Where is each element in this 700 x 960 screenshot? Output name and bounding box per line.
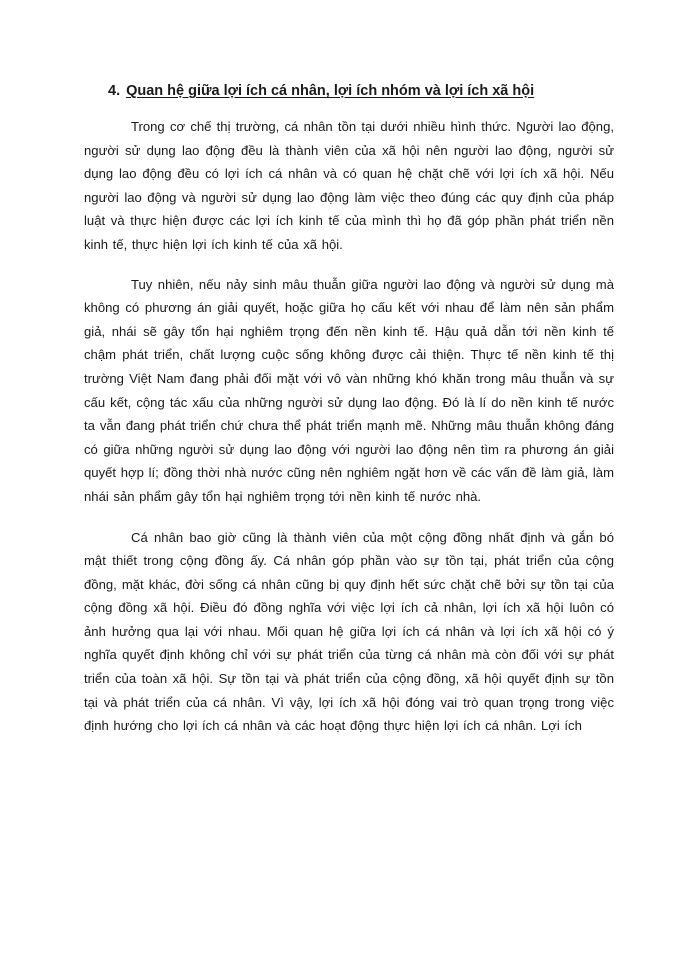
section-title: Quan hệ giữa lợi ích cá nhân, lợi ích nhóm và lợi ích xã hội bbox=[126, 83, 535, 99]
paragraph-3: Cá nhân bao giờ cũng là thành viên của một cộng đồng nhất định và gắn bó mật thiết trong cộng đồng ấy. Cá nhân góp phần vào sự tồn tại, phát triển của cộng đồng, mặt khác, đời sống cá nhân cũng bị quy định hết sức chặt chẽ bởi sự tồn tại của cộng đồng xã hội. Điều đó đồng nghĩa với việc lợi ích cả nhân, lợi ích xã hội luôn có ảnh hưởng qua lại với nhau. Mối quan hệ giữa lợi ích cá nhân và lợi ích xã hội có ý nghĩa quyết định không chỉ với sự phát triển của từng cá nhân mà còn đối với sự phát triển của toàn xã hội. Sự tồn tại và phát triển của cộng đồng, xã hội quyết định sự tồn tại và phát triển của cá nhân. Vì vậy, lợi ích xã hội đóng vai trò quan trọng trong việc định hướng cho lợi ích cá nhân và các hoạt động thực hiện lợi ích cá nhân. Lợi ích bbox=[84, 529, 614, 734]
paragraph-1: Trong cơ chế thị trường, cá nhân tồn tại dưới nhiều hình thức. Người lao động, người sử dụng lao động đều là thành viên của xã hội nên người lao động, người sử dụng lao động đều có lợi ích cá nhân và có quan hệ chặt chẽ với lợi ích xã hội. Nếu người lao động và người sử dụng lao động làm việc theo đúng các quy định của pháp luật và thực hiện được các lợi ích kinh tế của mình thì họ đã góp phần phát triển nền kinh tế, thực hiện lợi ích kinh tế của xã hội. bbox=[84, 119, 614, 252]
paragraph-2: Tuy nhiên, nếu nảy sinh mâu thuẫn giữa người lao động và người sử dụng mà không có phương án giải quyết, hoặc giữa họ cấu kết với nhau để làm nên sản phẩm giả, nhái sẽ gây tổn hại nghiêm trọng đến nền kinh tế. Hậu quả dẫn tới nền kinh tế chậm phát triển, chất lượng cuộc sống không được cải thiện. Thực tế nền kinh tế thị trường Việt Nam đang phải đối mặt với vô vàn những khó khăn trong mâu thuẫn và sự cấu kết, cộng tác xấu của những người sử dụng lao động. Đó là lí do nền kinh tế nước ta vẫn đang phát triển chứ chưa thể phát triển mạnh mẽ. Những mâu thuẫn không đáng có giữa những người sử dụng lao động với người lao động nên tìm ra phương án giải quyết hợp lí; đồng thời nhà nước cũng nên nghiêm ngặt hơn về các vấn đề làm giả, làm nhái sản phẩm gây tổn hại nghiêm trọng tới nền kinh tế nước nhà. bbox=[84, 276, 614, 504]
body-text bbox=[84, 115, 614, 754]
section-number: 4. bbox=[108, 83, 121, 99]
section-heading bbox=[108, 83, 534, 99]
